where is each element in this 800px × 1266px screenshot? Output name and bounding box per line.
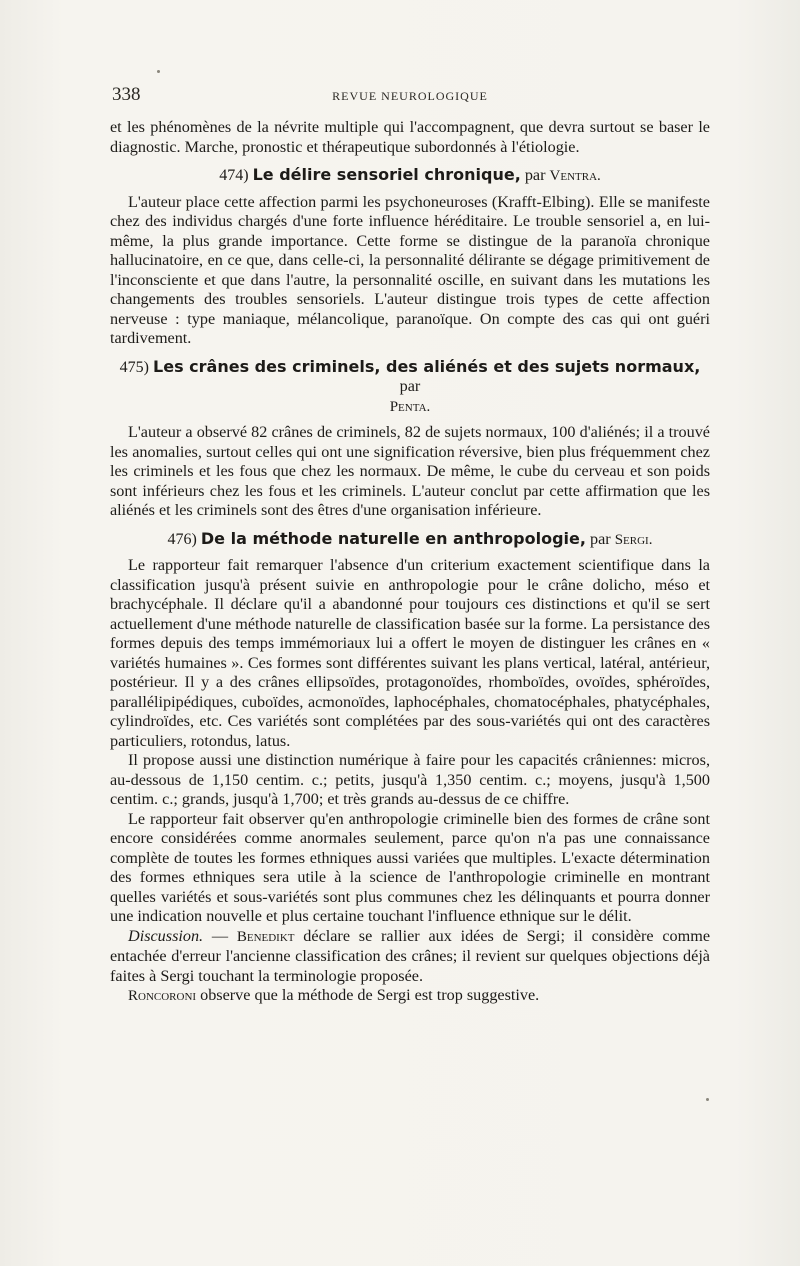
article-475-author-line: [110, 397, 710, 418]
article-number: 474): [219, 167, 249, 184]
article-476-heading: [110, 529, 710, 551]
intro-paragraph: et les phénomènes de la névrite multiple qui l'accompagnent, que devra surtout se baser le diagnostic. Marche, pronostic et thérapeutique subordonnés à l'étiologie.: [110, 118, 710, 156]
discussion-paragraph: [110, 986, 710, 1007]
article-by: par: [399, 377, 421, 395]
article-by: par: [524, 166, 546, 184]
article-title: Les crânes des criminels, des aliénés et des sujets normaux,: [153, 356, 701, 376]
discussion-speaker: Benedikt: [236, 928, 295, 945]
article-author: Sergi.: [614, 531, 653, 548]
article-title: Le délire sensoriel chronique,: [252, 165, 521, 184]
page-number: 338: [112, 84, 141, 105]
article-474-heading: [110, 165, 710, 187]
ink-speck: [706, 1098, 709, 1101]
ink-speck: [157, 70, 160, 73]
article-475-heading: [110, 357, 710, 397]
discussion-dash: —: [203, 926, 237, 945]
discussion-paragraph: [110, 927, 710, 987]
running-head: REVUE NEUROLOGIQUE: [332, 89, 488, 103]
discussion-text: déclare se rallier aux idées de Sergi; il considère comme entachée d'erreur l'ancienne classification des crânes; il revient sur quelques objections déjà faites à Sergi touchant la terminologie proposée.: [110, 926, 711, 985]
discussion-text: observe que la méthode de Sergi est trop suggestive.: [196, 986, 540, 1004]
article-author: Penta.: [389, 398, 431, 415]
discussion-speaker: Roncoroni: [128, 988, 197, 1004]
article-by: par: [590, 529, 611, 548]
page-body: [110, 118, 710, 1007]
article-475-paragraph: L'auteur a observé 82 crânes de criminels, 82 de sujets normaux, 100 d'aliénés; il a trouvé les anomalies, surtout celles qui ont une signification réversive, bien plus fréquemment chez les criminels et les fous que chez les normaux. De même, le cube du cerveau et son poids sont inférieurs chez les fous et les criminels. L'auteur conclut par cette affirmation que les aliénés et les criminels sont des êtres d'une organisation inférieure.: [110, 423, 710, 519]
article-476-paragraph: Le rapporteur fait remarquer l'absence d'un criterium exactement scientifique dans la classification jusqu'à présent suivie en anthropologie pour le crâne dolicho, méso et brachycéphale. Il déclare qu'il a abandonné pour toujours ces distinctions et qu'il se sert actuellement d'une méthode naturelle de classification basée sur la forme. La persistance des formes depuis des temps immémoriaux lui a offert le moyen de distinguer les crânes en « variétés humaines ». Ces formes sont différentes suivant les plans vertical, latéral, antérieur, postérieur. Il y a des crânes ellipsoïdes, protagonoïdes, rhomboïdes, ovoïdes, sphéroïdes, parallélipipédiques, cuboïdes, acmonoïdes, laphocéphales, chomatocéphales, phatycéphales, cylindroïdes, etc. Ces variétés sont complétées par des sous-variétés qui ont des caractères particuliers, rotondus, latus.: [110, 556, 710, 750]
article-author: Ventra.: [549, 168, 601, 184]
article-number: 475): [119, 358, 149, 376]
article-title: De la méthode naturelle en anthropologie,: [200, 528, 586, 548]
article-476-paragraph: Il propose aussi une distinction numérique à faire pour les capacités crâniennes: micros, au-dessous de 1,150 centim. c.; petits, jusqu'à 1,350 centim. c.; moyens, jusqu'à 1,500 centim. c.; grands, jusqu'à 1,700; et très grands au-dessus de ce chiffre.: [110, 751, 710, 808]
page-header: [112, 84, 708, 108]
discussion-label: Discussion.: [128, 926, 204, 945]
article-476-paragraph: Le rapporteur fait observer qu'en anthropologie criminelle bien des formes de crâne sont encore considérées comme anormales seulement, parce qu'on n'a pas une connaissance complète de toutes les formes ethniques aussi variées que multiples. L'exacte détermination des formes ethniques sera utile à la science de l'anthropologie criminelle en montrant quelles variétés et sous-variétés sont plus communes chez les délinquants et pourra donner une indication nouvelle et plus certaine touchant l'influence ethnique sur le délit.: [110, 809, 710, 925]
article-number: 476): [167, 530, 197, 548]
article-474-paragraph: L'auteur place cette affection parmi les psychoneuroses (Krafft-Elbing). Elle se manifeste chez des individus chargés d'une forte influence héréditaire. Le trouble sensoriel a, en lui-même, la plus grande importance. Cette forme se distingue de la paranoïa chronique hallucinatoire, en ce que, dans celle-ci, la personnalité délirante se dégage primitivement de l'inconsciente et que dans l'autre, la personnalité oscille, en suivant dans les mutations les changements des troubles sensoriels. L'auteur distingue trois types de cette affection nerveuse : type maniaque, mélancolique, paranoïque. On compte des cas qui ont guéri tardivement.: [110, 192, 710, 347]
